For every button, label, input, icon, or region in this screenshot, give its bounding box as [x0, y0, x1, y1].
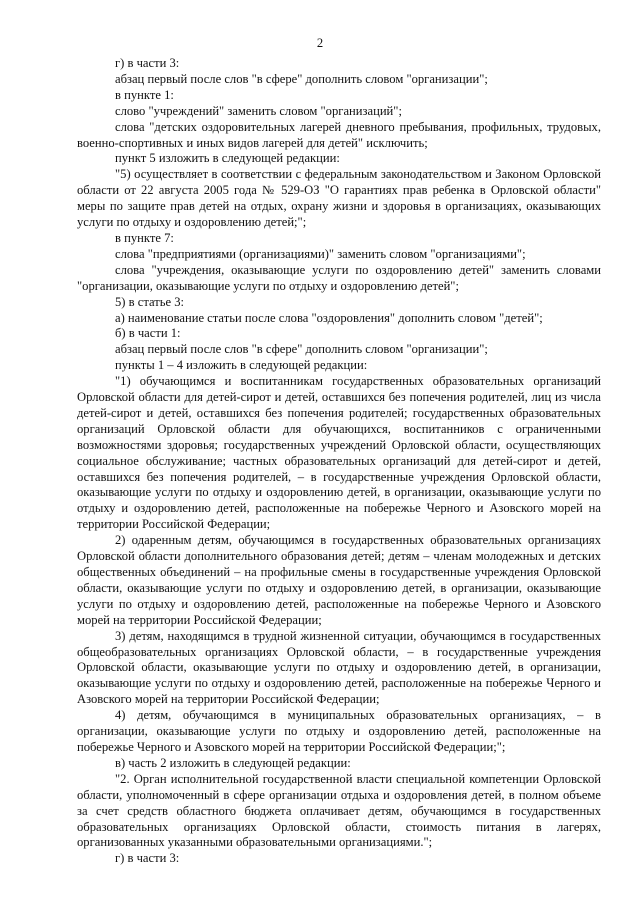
paragraph: б) в части 1: — [115, 326, 181, 341]
paragraph: слова "предприятиями (организациями)" заменить словом "организациями"; — [115, 246, 526, 261]
paragraph: 2) одаренным детям, обучающимся в государственных образовательных организациях Орловской области дополнительного образования детей; детям – членам молодежных и детских общественных объединений – на профильные смены в государственные учреждения Орловской области, оказывающие услуги по отдыху и оздоровлению детей, в организации, оказывающие услуги по отдыху и оздоровлению детей, расположенные на побережье Черного и Азовского морей на территории Российской Федерации; — [77, 533, 601, 627]
paragraph: абзац первый после слов "в сфере" дополнить словом "организации"; — [115, 71, 488, 86]
paragraph: 4) детям, обучающимся в муниципальных образовательных организациях, – в организации, оказывающие услуги по отдыху и оздоровлению детей, расположенные на побережье Черного и Азовского морей на территории Российской Федерации;"; — [77, 708, 601, 754]
paragraph: 3) детям, находящимся в трудной жизненной ситуации, обучающимся в государственных общеобразовательных организациях Орловской области, – в государственные учреждения Орловской области, оказывающие услуги по отдыху и оздоровлению детей, в организации, оказывающие услуги по отдыху и оздоровлению детей, расположенные на побережье Черного и Азовского морей на территории Российской Федерации; — [77, 628, 601, 707]
paragraph: слово "учреждений" заменить словом "организаций"; — [115, 103, 402, 118]
paragraph: "5) осуществляет в соответствии с федеральным законодательством и Законом Орловской области от 22 августа 2005 года № 529-ОЗ "О гарантиях прав ребенка в Орловской области" меры по защите прав детей на отдых, охрану жизни и здоровья в организациях, оказывающих услуги по отдыху и оздоровлению детей;"; — [77, 167, 601, 230]
paragraph: а) наименование статьи после слова "оздоровления" дополнить словом "детей"; — [115, 310, 543, 325]
page-number: 2 — [316, 36, 324, 50]
paragraph: в пункте 7: — [115, 230, 174, 245]
paragraph: абзац первый после слов "в сфере" дополнить словом "организации"; — [115, 342, 488, 357]
document-body — [77, 56, 601, 867]
paragraph: слова "детских оздоровительных лагерей дневного пребывания, профильных, трудовых, военно-спортивных и иных видов лагерей для детей" исключить; — [77, 119, 601, 150]
paragraph: слова "учреждения, оказывающие услуги по оздоровлению детей" заменить словами "организации, оказывающие услуги по отдыху и оздоровлению детей"; — [77, 262, 601, 293]
paragraph: 5) в статье 3: — [115, 294, 185, 309]
paragraph: пункты 1 – 4 изложить в следующей редакции: — [115, 358, 368, 373]
paragraph: в пункте 1: — [115, 87, 174, 102]
paragraph: пункт 5 изложить в следующей редакции: — [115, 151, 340, 166]
paragraph: "1) обучающимся и воспитанникам государственных образовательных организаций Орловской области для детей-сирот и детей, оставшихся без попечения родителей, лиц из числа детей-сирот и детей, оставшихся без попечения родителей; государственных образовательных организаций Орловской области для обучающихся, воспитанников с ограниченными возможностями здоровья; государственных учреждений Орловской области, осуществляющих социальное обслуживание; частных образовательных организаций для детей-сирот и детей, оставшихся без попечения родителей, – в государственные учреждения Орловской области, оказывающие услуги по отдыху и оздоровлению детей, в организации, оказывающие услуги по отдыху и оздоровлению детей, расположенные на побережье Черного и Азовского морей на территории Российской Федерации; — [77, 374, 601, 532]
paragraph: "2. Орган исполнительной государственной власти специальной компетенции Орловской области, уполномоченный в сфере организации отдыха и оздоровления детей, в полном объеме за счет средств областного бюджета оплачивает детям, обучающимся в государственных образовательных организациях Орловской области, стоимость питания в лагерях, организованных указанными образовательными организациями."; — [77, 771, 601, 850]
paragraph: г) в части 3: — [115, 851, 180, 866]
paragraph: г) в части 3: — [115, 56, 180, 70]
paragraph: в) часть 2 изложить в следующей редакции: — [115, 755, 351, 770]
